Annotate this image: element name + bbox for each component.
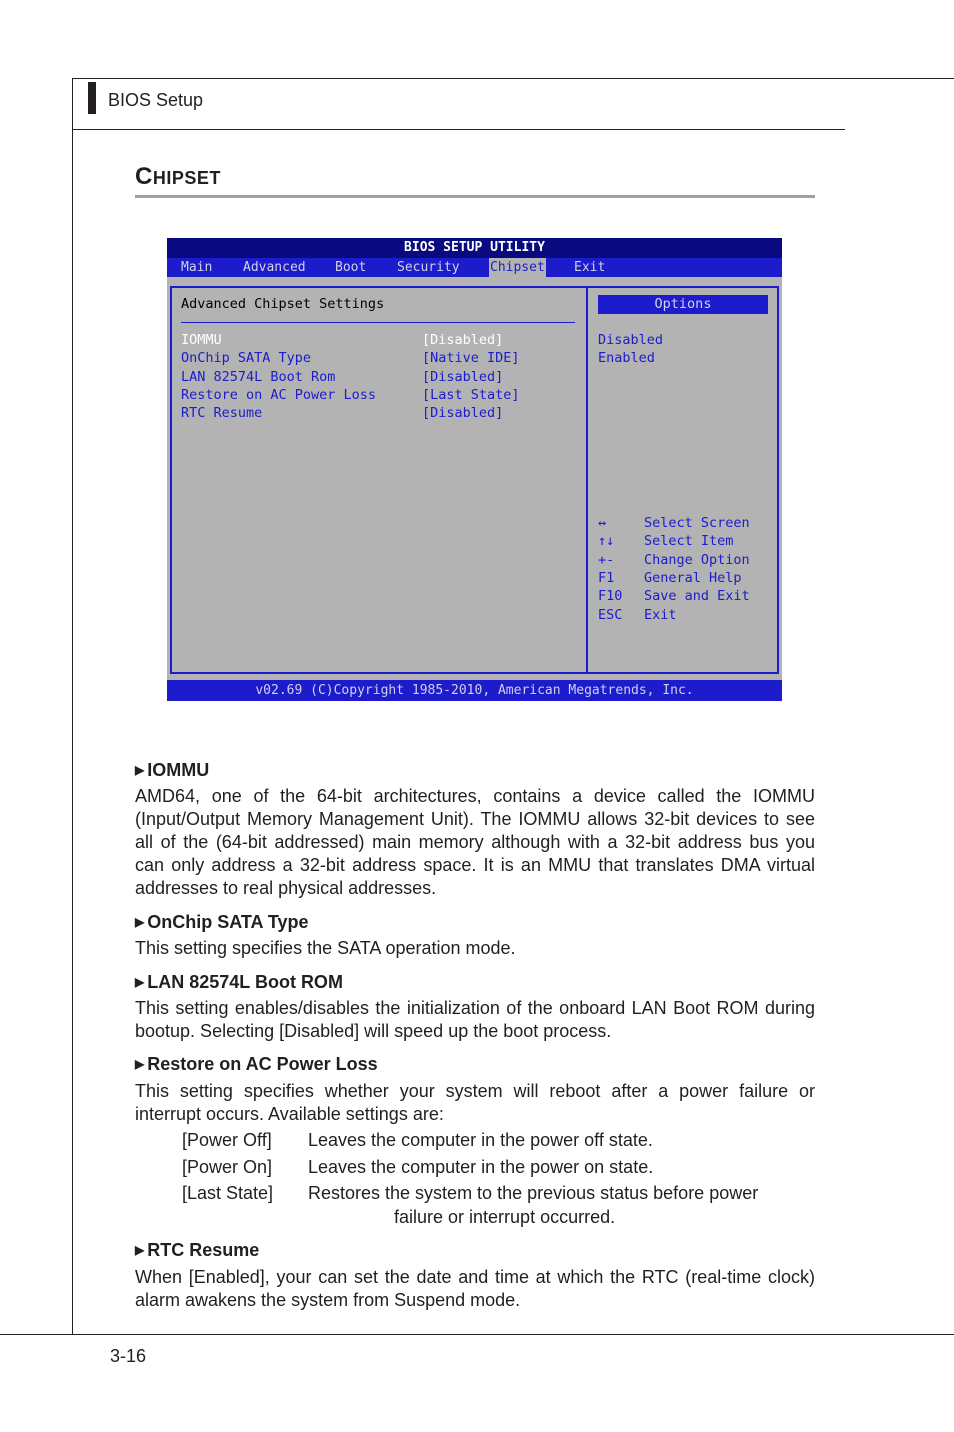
frame-bottom-line [0,1334,954,1335]
bios-value-iommu[interactable]: [Disabled] [422,332,504,348]
bios-row-sata[interactable]: OnChip SATA Type [181,350,312,366]
bios-settings-panel [170,286,588,674]
bios-options-header: Options [598,295,768,314]
key-desc-select-item: Select Item [644,533,734,549]
key-esc: ESC [598,607,623,623]
bios-value-rtc[interactable]: [Disabled] [422,405,504,421]
header-rule [72,129,845,130]
bios-menu-chipset[interactable]: Chipset [490,260,545,275]
triangle-bullet-icon: ▶ [135,915,145,929]
item-text-restore: This setting specifies whether your system will reboot after a power failure or interrupt occurs. Available settings are: [135,1081,815,1124]
key-f10: F10 [598,588,623,604]
option-desc-power-off: Leaves the computer in the power off state. [308,1130,653,1150]
item-heading-restore: ▶ Restore on AC Power Loss [135,1054,378,1074]
option-desc-power-on: Leaves the computer in the power on state. [308,1157,654,1177]
key-desc-exit: Exit [644,607,677,623]
option-term-last-state: [Last State] [182,1183,274,1203]
item-heading-lan: ▶ LAN 82574L Boot ROM [135,972,343,992]
bios-option-disabled[interactable]: Disabled [598,332,664,348]
bios-panel-heading: Advanced Chipset Settings [181,296,385,312]
bios-row-restore[interactable]: Restore on AC Power Loss [181,387,377,403]
running-header: BIOS Setup [108,90,204,110]
bios-menu-bar [167,258,782,277]
bios-footer: v02.69 (C)Copyright 1985-2010, American Megatrends, Inc. [167,680,782,701]
bios-menu-advanced[interactable]: Advanced [243,260,306,275]
bios-value-lan[interactable]: [Disabled] [422,369,504,385]
bios-menu-boot[interactable]: Boot [335,260,367,275]
frame-left-line [72,78,73,1335]
item-heading-rtc: ▶ RTC Resume [135,1240,260,1260]
key-desc-general-help: General Help [644,570,742,586]
bios-menu-main[interactable]: Main [181,260,213,275]
triangle-bullet-icon: ▶ [135,763,145,777]
triangle-bullet-icon: ▶ [135,1243,145,1257]
bios-menu-exit[interactable]: Exit [574,260,606,275]
key-f1: F1 [598,570,615,586]
bios-row-iommu[interactable]: IOMMU [181,332,222,348]
item-text-iommu: AMD64, one of the 64-bit architectures, contains a device called the IOMMU (Input/Output Memory Management Unit). The IOMMU allows 32-bit devices to see all of the (64-bit addressed) main memory although with a 32-bit address bus you can only address a 32-bit address space. It is an MMU that translates DMA virtual addresses to real physical addresses. [135,786,815,898]
option-term-power-off: [Power Off] [182,1130,272,1150]
bios-option-enabled[interactable]: Enabled [598,350,655,366]
bios-title-bar: BIOS SETUP UTILITY [167,238,782,258]
header-bar-mark [88,82,96,114]
option-desc-last-state-cont: failure or interrupt occurred. [394,1207,616,1227]
bios-value-restore[interactable]: [Last State] [422,387,520,403]
item-text-sata: This setting specifies the SATA operation mode. [135,938,516,958]
bios-row-rtc[interactable]: RTC Resume [181,405,263,421]
triangle-bullet-icon: ▶ [135,975,145,989]
option-term-power-on: [Power On] [182,1157,273,1177]
key-plus-minus: +- [598,552,615,568]
section-rule [135,195,815,198]
key-arrows-ud: ↑↓ [598,533,615,549]
bios-heading-rule [181,322,575,323]
bios-row-lan[interactable]: LAN 82574L Boot Rom [181,369,336,385]
key-desc-change-option: Change Option [644,552,750,568]
bios-value-sata[interactable]: [Native IDE] [422,350,520,366]
bios-screenshot [167,238,782,701]
item-heading-sata: ▶ OnChip SATA Type [135,912,309,932]
page-number: 3-16 [110,1346,147,1366]
section-title: CHIPSET [135,163,221,190]
key-desc-save-exit: Save and Exit [644,588,750,604]
key-desc-select-screen: Select Screen [644,515,750,531]
key-arrows-lr: ↔ [598,515,607,531]
item-heading-iommu: ▶ IOMMU [135,760,210,780]
bios-menu-security[interactable]: Security [397,260,460,275]
item-text-lan: This setting enables/disables the initialization of the onboard LAN Boot ROM during bootup. Selecting [Disabled] will speed up the boot process. [135,998,815,1041]
item-text-rtc: When [Enabled], your can set the date and time at which the RTC (real-time clock) alarm awakens the system from Suspend mode. [135,1267,815,1310]
frame-top-line [72,78,954,79]
triangle-bullet-icon: ▶ [135,1057,145,1071]
option-desc-last-state: Restores the system to the previous status before power [308,1183,759,1203]
